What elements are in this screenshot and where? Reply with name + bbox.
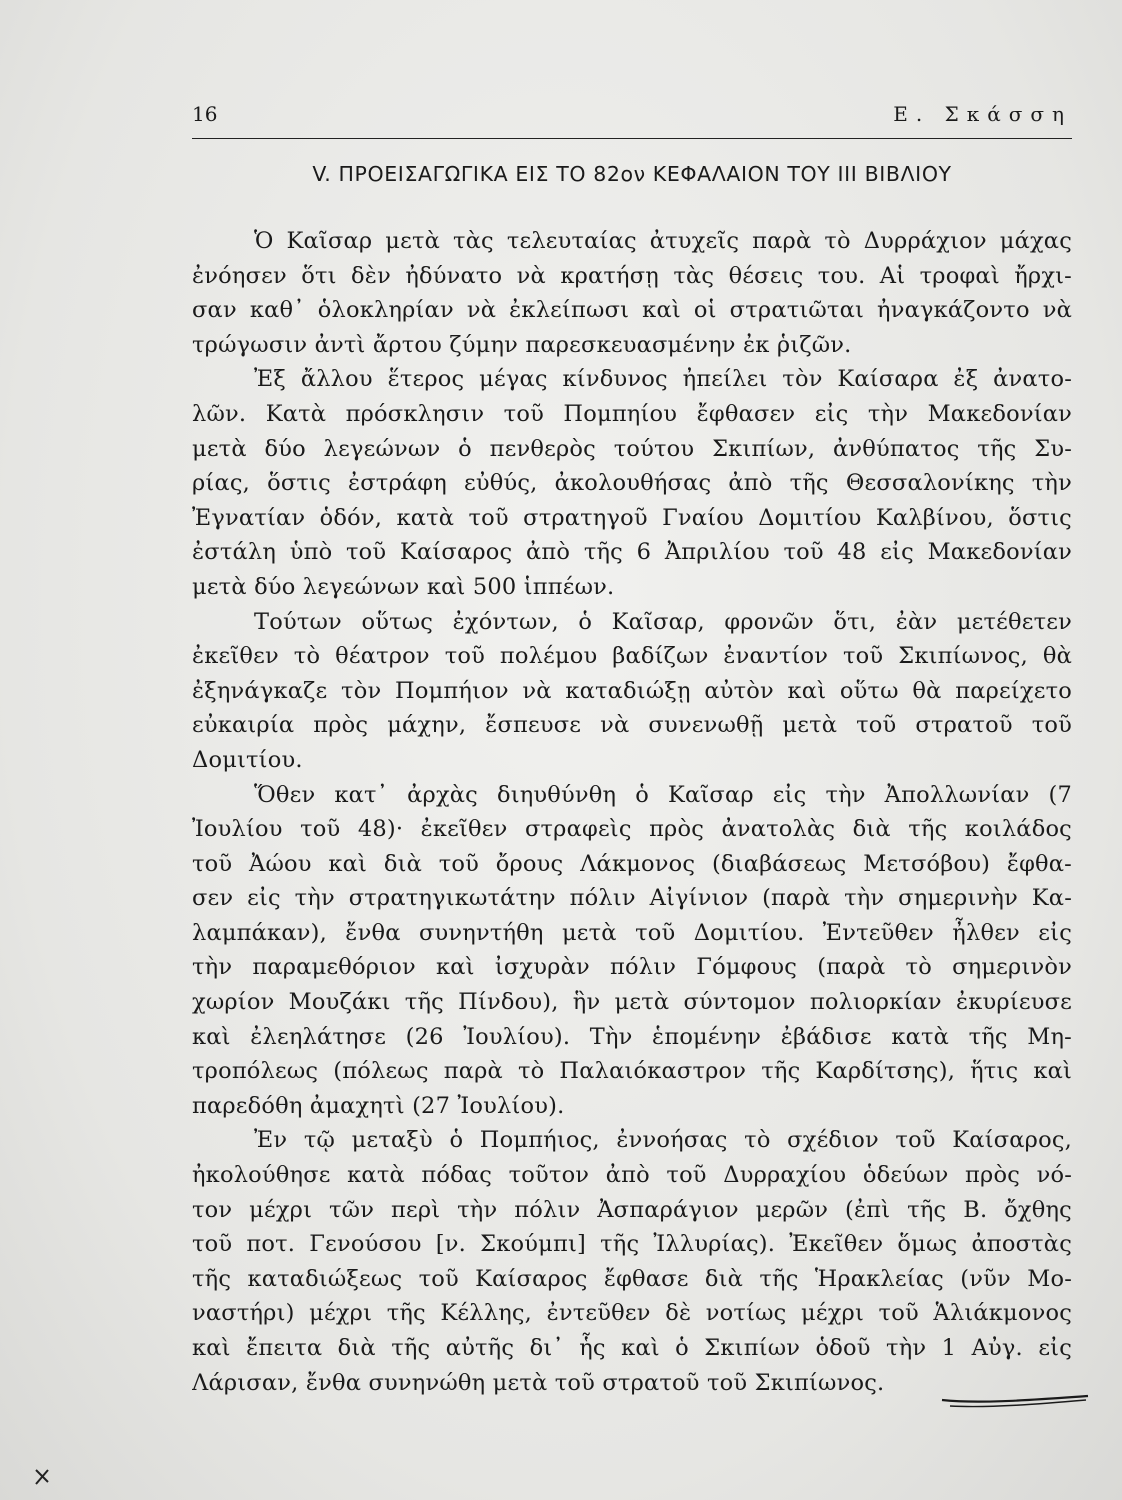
text-line: Ὁ Καῖσαρ μετὰ τὰς τελευταίας ἀτυχεῖς παρὰ τὸ Δυρράχιον μάχας xyxy=(254,228,1072,254)
text-line: Ἐξ ἄλλου ἕτερος μέγας κίνδυνος ἠπείλει τὸν Καίσαρα ἐξ ἀνατο- xyxy=(254,366,1072,393)
text-line: ἐνόησεν ὅτι δὲν ἠδύνατο νὰ κρατήσῃ τὰς θέσεις του. Αἱ τροφαὶ ἤρχι- xyxy=(192,262,1072,289)
pen-stroke-mark xyxy=(940,1386,1090,1426)
text-line: Λάρισαν, ἔνθα συνηνώθη μετὰ τοῦ στρατοῦ τοῦ Σκιπίωνος. xyxy=(192,1369,885,1396)
text-line: μετὰ δύο λεγεώνων καὶ 500 ἱππέων. xyxy=(192,573,615,600)
text-line: Ἐγνατίαν ὁδόν, κατὰ τοῦ στρατηγοῦ Γναίου Δομιτίου Καλβίνου, ὅστις xyxy=(192,504,1072,531)
text-line: Δομιτίου. xyxy=(192,746,303,773)
text-line: εὐκαιρία πρὸς μάχην, ἔσπευσε νὰ συνενωθῇ μετὰ τοῦ στρατοῦ τοῦ xyxy=(192,712,1072,739)
page-number: 16 xyxy=(192,102,218,126)
pen-edge-mark xyxy=(32,1466,72,1496)
text-line: σεν εἰς τὴν στρατηγικωτάτην πόλιν Αἰγίνιον (παρὰ τὴν σημερινὴν Κα- xyxy=(192,885,1072,912)
page-header xyxy=(192,98,1072,139)
text-line: τοῦ Ἀώου καὶ διὰ τοῦ ὄρους Λάκμονος (διαβάσεως Μετσόβου) ἔφθα- xyxy=(192,850,1072,877)
text-line: Τούτων οὕτως ἐχόντων, ὁ Καῖσαρ, φρονῶν ὅτι, ἐὰν μετέθετεν xyxy=(254,608,1072,635)
text-line: τρώγωσιν ἀντὶ ἄρτου ζύμην παρεσκευασμένην ἐκ ῥιζῶν. xyxy=(192,331,852,358)
text-line: ἐκεῖθεν τὸ θέατρον τοῦ πολέμου βαδίζων ἐναντίον τοῦ Σκιπίωνος, θὰ xyxy=(192,643,1072,670)
text-line: τῆς καταδιώξεως τοῦ Καίσαρος ἔφθασε διὰ τῆς Ἡρακλείας (νῦν Μο- xyxy=(192,1265,1072,1292)
text-line: ἠκολούθησε κατὰ πόδας τοῦτον ἀπὸ τοῦ Δυρραχίου ὁδεύων πρὸς νό- xyxy=(192,1162,1072,1189)
text-line: ἐξηνάγκαζε τὸν Πομπήιον νὰ καταδιώξῃ αὐτὸν καὶ οὕτω θὰ παρείχετο xyxy=(192,677,1072,704)
text-line: χωρίον Μουζάκι τῆς Πίνδου), ἣν μετὰ σύντομον πολιορκίαν ἐκυρίευσε xyxy=(192,989,1072,1016)
running-head: Ε. Σκάσση xyxy=(893,102,1072,126)
text-line: λαμπάκαν), ἔνθα συνηντήθη μετὰ τοῦ Δομιτίου. Ἐντεῦθεν ἦλθεν εἰς xyxy=(192,919,1072,946)
text-line: Ἐν τῷ μεταξὺ ὁ Πομπήιος, ἐννοήσας τὸ σχέδιον τοῦ Καίσαρος, xyxy=(254,1127,1072,1154)
text-line: τον μέχρι τῶν περὶ τὴν πόλιν Ἀσπαράγιον μερῶν (ἐπὶ τῆς Β. ὄχθης xyxy=(192,1196,1072,1223)
text-line: λῶν. Κατὰ πρόσκλησιν τοῦ Πομπηίου ἔφθασεν εἰς τὴν Μακεδονίαν xyxy=(192,400,1072,427)
text-line: καὶ ἐλεηλάτησε (26 Ἰουλίου). Τὴν ἑπομένην ἐβάδισε κατὰ τῆς Μη- xyxy=(192,1023,1072,1050)
text-line: σαν καθ᾽ ὁλοκληρίαν νὰ ἐκλείπωσι καὶ οἱ στρατιῶται ἠναγκάζοντο νὰ xyxy=(192,297,1072,324)
chapter-title: V. ΠΡΟΕΙΣΑΓΩΓΙΚΑ ΕΙΣ ΤΟ 82ον ΚΕΦΑΛΑΙΟΝ ΤΟΥ ΙΙΙ ΒΙΒΛΙΟΥ xyxy=(312,162,952,186)
body-text xyxy=(192,224,1072,1400)
text-line: τοῦ ποτ. Γενούσου [ν. Σκούμπι] τῆς Ἰλλυρίας). Ἐκεῖθεν ὅμως ἀποστὰς xyxy=(192,1231,1072,1258)
text-line: Ὅθεν κατ᾽ ἀρχὰς διηυθύνθη ὁ Καῖσαρ εἰς τὴν Ἀπολλωνίαν (7 xyxy=(254,781,1072,808)
text-line: Ἰουλίου τοῦ 48)· ἐκεῖθεν στραφεὶς πρὸς ἀνατολὰς διὰ τῆς κοιλάδος xyxy=(192,816,1072,843)
text-line: καὶ ἔπειτα διὰ τῆς αὐτῆς δι᾽ ἧς καὶ ὁ Σκιπίων ὁδοῦ τὴν 1 Αὐγ. εἰς xyxy=(192,1335,1072,1361)
text-line: ναστήρι) μέχρι τῆς Κέλλης, ἐντεῦθεν δὲ νοτίως μέχρι τοῦ Ἁλιάκμονος xyxy=(192,1300,1072,1327)
text-line: ρίας, ὅστις ἐστράφη εὐθύς, ἀκολουθήσας ἀπὸ τῆς Θεσσαλονίκης τὴν xyxy=(192,470,1072,497)
text-line: τροπόλεως (πόλεως παρὰ τὸ Παλαιόκαστρον τῆς Καρδίτσης), ἥτις καὶ xyxy=(192,1058,1072,1085)
text-line: παρεδόθη ἀμαχητὶ (27 Ἰουλίου). xyxy=(192,1092,565,1119)
text-line: μετὰ δύο λεγεώνων ὁ πενθερὸς τούτου Σκιπίων, ἀνθύπατος τῆς Συ- xyxy=(192,435,1072,462)
text-line: τὴν παραμεθόριον καὶ ἰσχυρὰν πόλιν Γόμφους (παρὰ τὸ σημερινὸν xyxy=(192,954,1072,981)
text-line: ἐστάλη ὑπὸ τοῦ Καίσαρος ἀπὸ τῆς 6 Ἀπριλίου τοῦ 48 εἰς Μακεδονίαν xyxy=(192,539,1072,566)
